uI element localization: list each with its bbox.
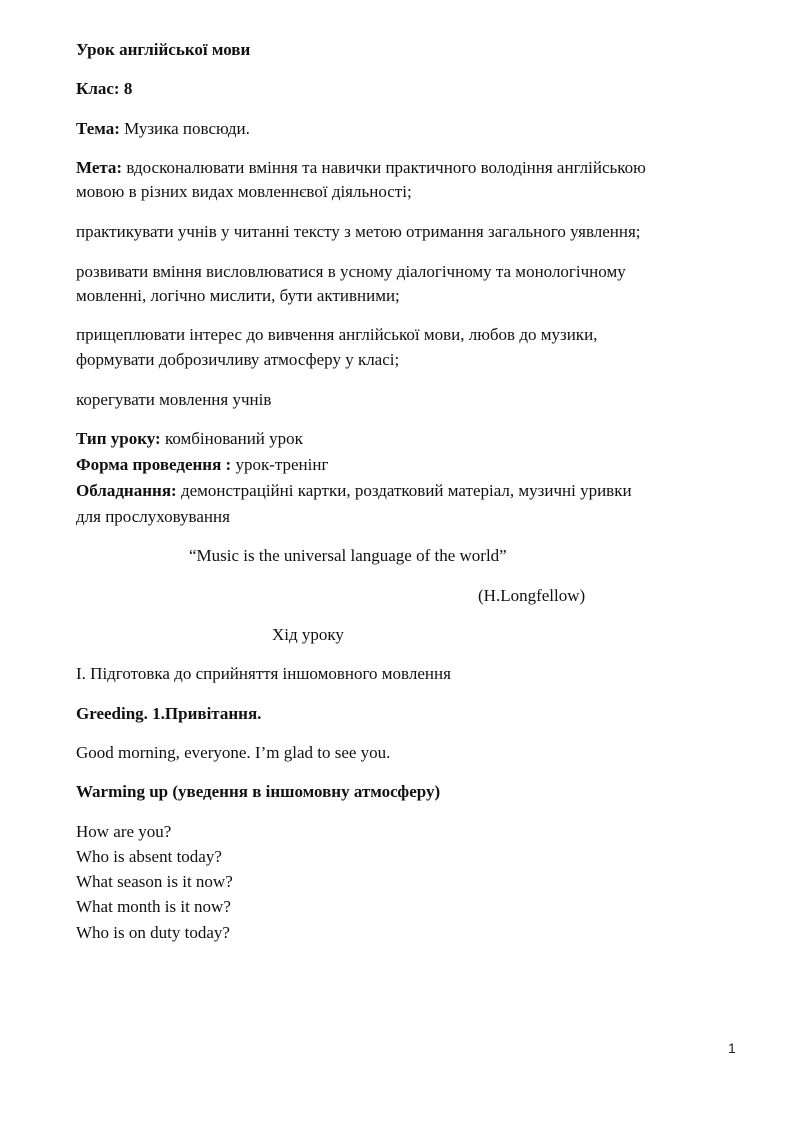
goal-paragraph-4-line-1: прищеплювати інтерес до вивчення англійської мови, любов до музики, bbox=[76, 325, 598, 344]
epigraph-author: (H.Longfellow) bbox=[478, 586, 586, 605]
equipment-line-1 bbox=[76, 480, 632, 502]
topic-line bbox=[76, 118, 250, 140]
lesson-title: Урок англійської мови bbox=[76, 40, 251, 59]
question-item: How are you? bbox=[76, 822, 172, 841]
lesson-type-value: комбінований урок bbox=[164, 429, 303, 448]
goal-paragraph-3-line-1: розвивати вміння висловлюватися в усному діалогічному та монологічному bbox=[76, 262, 626, 281]
goal-text-1: вдосконалювати вміння та навички практичного володіння англійською bbox=[126, 158, 646, 177]
equipment-text-1: демонстраційні картки, роздатковий матеріал, музичні уривки bbox=[180, 481, 632, 500]
question-item: Who is on duty today? bbox=[76, 923, 230, 942]
goal-line-2: мовою в різних видах мовленнєвої діяльності; bbox=[76, 182, 412, 201]
epigraph-quote: “Music is the universal language of the world” bbox=[189, 546, 507, 565]
procedure-heading: Хід уроку bbox=[272, 625, 344, 644]
equipment-label: Обладнання: bbox=[76, 481, 177, 500]
warming-up-label: Warming up bbox=[76, 782, 169, 801]
question-item: What season is it now? bbox=[76, 872, 233, 891]
equipment-line-2: для прослуховування bbox=[76, 507, 230, 526]
topic-label: Тема: bbox=[76, 119, 120, 138]
topic-value: Музика повсюди. bbox=[124, 119, 250, 138]
lesson-type-line bbox=[76, 428, 303, 450]
warming-up-heading bbox=[76, 781, 440, 803]
form-value: урок-тренінг bbox=[235, 455, 329, 474]
goal-paragraph-4-line-2: формувати доброзичливу атмосферу у класі; bbox=[76, 350, 400, 369]
goal-paragraph-2: практикувати учнів у читанні тексту з метою отримання загального уявлення; bbox=[76, 222, 641, 241]
goal-paragraph-5: корегувати мовлення учнів bbox=[76, 390, 272, 409]
warming-up-note: (уведення в іншомовну атмосферу) bbox=[172, 782, 441, 801]
form-label: Форма проведення : bbox=[76, 455, 232, 474]
goal-label: Мета: bbox=[76, 158, 123, 177]
goal-paragraph-3-line-2: мовленні, логічно мислити, бути активними; bbox=[76, 286, 400, 305]
greeting-text: Good morning, everyone. I’m glad to see you. bbox=[76, 743, 391, 762]
form-line bbox=[76, 454, 328, 476]
question-item: Who is absent today? bbox=[76, 847, 222, 866]
goal-line-1 bbox=[76, 157, 646, 179]
lesson-type-label: Тип уроку: bbox=[76, 429, 161, 448]
question-item: What month is it now? bbox=[76, 897, 231, 916]
page-number: 1 bbox=[728, 1040, 736, 1056]
class-value: 8 bbox=[123, 79, 133, 98]
class-line bbox=[76, 78, 132, 100]
greeting-heading: Greeding. 1.Привітання. bbox=[76, 704, 262, 723]
class-label: Клас: bbox=[76, 79, 120, 98]
section-1-heading: І. Підготовка до сприйняття іншомовного мовлення bbox=[76, 664, 451, 683]
